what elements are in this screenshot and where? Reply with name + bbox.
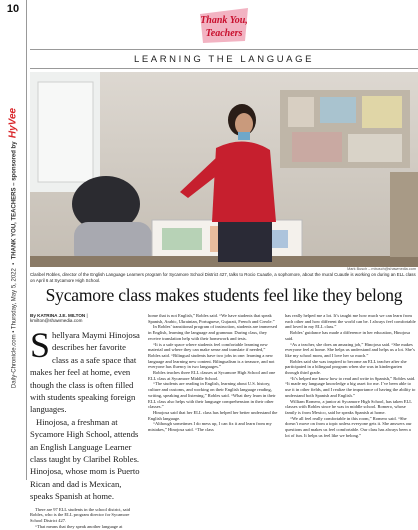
sponsor-logo: HyVee (7, 107, 19, 139)
lead-text: hellyara Maymi Hinojosa describes her favorite class as a safe space that makes her feel at home, even though the class is often filled with students speaking foreign languages. (30, 330, 140, 415)
body-paragraph: Hinojosa said that her ELL class has helped her better understand the English language. (148, 409, 278, 421)
article-column-2 (148, 313, 278, 433)
window-pane (38, 82, 93, 182)
photo-credit: Mark Busch – mbusch@shawmedia.com (347, 267, 416, 271)
body-paragraph: has really helped me a lot. It’s taught me how much we can learn from each other and how different the world can be. I always feel comfortable and loved in my ELL class.” (285, 313, 416, 330)
body-paragraph: “It’s helped me know how to read and write in Spanish,” Robles said. “It made my language knowledge a big asset for me. I’ve been able to use it in other fields, and I realize the importance of having the ability to understand both Spanish and English.” (285, 375, 416, 398)
body-paragraph: Robles’ guidance has made a difference in her education, Hinojosa said. (285, 330, 411, 341)
rail-text: Daily-Chronicle.com • Thursday, May 5, 2022 • THANK YOU, TEACHERS – sponsored by HyVee (7, 107, 19, 389)
teacher-red-top (212, 141, 276, 222)
logo-line-1: Thank You, (200, 15, 248, 26)
lead-paragraph (30, 325, 141, 416)
classroom-photo (30, 72, 418, 267)
side-rail (3, 24, 23, 472)
headline: Sycamore class makes students feel like they belong (45, 285, 403, 305)
body-paragraph: “Although sometimes I do mess up, I can fix it and learn from my mistakes,” Hinojosa said. “The class (148, 421, 272, 433)
rail-dateline: Daily-Chronicle.com • Thursday, May 5, 2022 (11, 268, 18, 389)
byline-email: | kmilton@shawmedia.com (30, 313, 88, 323)
teacher-pants (218, 222, 272, 262)
thank-you-teachers-logo (196, 5, 252, 45)
photo-caption: Claribel Robles, director of the English Language Learners program for Sycamore School District 427, talks to Rocio Cuautle, a sophomore, about the mural Cuautle is working on during an ELL class on April 6 at Sycamore High School. (30, 272, 416, 283)
drop-cap: S (30, 325, 51, 365)
header-rule-bottom (30, 68, 418, 69)
body-paragraph: “As a teacher, she does an amazing job,” Hinojosa said. “She makes everyone feel at home. She helps us understand and helps us a lot. She’s like my school mom, and I love her so much.” (285, 341, 415, 358)
body-paragraph: “That means that they speak another language at (35, 523, 123, 529)
teacher-mask (238, 132, 250, 140)
header-rule-top (30, 49, 418, 50)
byline (30, 313, 141, 323)
logo-line-2: Teachers (205, 28, 243, 39)
byline-author: By KATRINA J.E. MILTON (30, 313, 86, 318)
rail-section-label: THANK YOU, TEACHERS – sponsored by (11, 141, 18, 260)
section-title: LEARNING THE LANGUAGE (133, 54, 315, 65)
article-column-1 (30, 313, 141, 530)
body-paragraph: “The students are reading in English, learning about U.S. history, culture and customs, and working on their English language reading, writing, speaking and listening,” Robles said. “What they learn in their ELL class also helps with their language comprehension in their other classes.” (148, 381, 276, 410)
page-number: 10 (6, 3, 20, 15)
rail-divider (26, 0, 27, 480)
teacher-face (235, 113, 253, 135)
body-paragraph: home that is not English,” Robles said. “We have students that speak Spanish, Arabic, Ukrainian, Portuguese, Gujarati, French and Creole.” (148, 313, 275, 324)
body-paragraph: “It is a safe space where students feel comfortable learning new material and where they can make sense and translate if needed,” Robles said. “Bilingual students have two jobs in one: learning a new language and learning new content. Bilingualism is a treasure, and not everyone has fluency in two languages.” (148, 341, 275, 370)
article-column-3 (285, 313, 416, 438)
body-paragraph: “We all feel really comfortable in this room,” Romero said. “She doesn’t move on from a topic unless everyone gets it. She answers our questions and makes us feel comfortable. Our class has always been a lot of fun. It helps us feel like we belong.” (285, 415, 412, 438)
body-paragraph: Robles teaches three ELL classes at Sycamore High School and one ELL class at Sycamore Middle School. (148, 370, 276, 381)
body-paragraph: Robles said she was inspired to become an ELL teacher after she participated in a bilingual program when she was in kindergarten through third grade. (285, 358, 407, 376)
body-paragraph: There are 97 ELL students in the school district, said Robles, who is the ELL program director for Sycamore School District 427. (30, 506, 131, 524)
lead-paragraph-2: Hinojosa, a freshman at Sycamore High School, attends an English Language Learner class taught by Claribel Robles. Hinojosa, whose mom is Puerto Rican and dad is Mexican, speaks Spanish at home. (30, 416, 140, 502)
body-paragraph: In Robles’ transitional program of instruction, students are immersed in English, learning the language and grammar. During class, they receive translation help with their homework and tests. (148, 324, 278, 341)
photo-scene (30, 72, 418, 267)
body-paragraph: William Romero, a junior at Sycamore High School, has taken ELL classes with Robles since he was in middle school. Romero, whose family is from Mexico, said he speaks Spanish at home. (285, 398, 412, 415)
